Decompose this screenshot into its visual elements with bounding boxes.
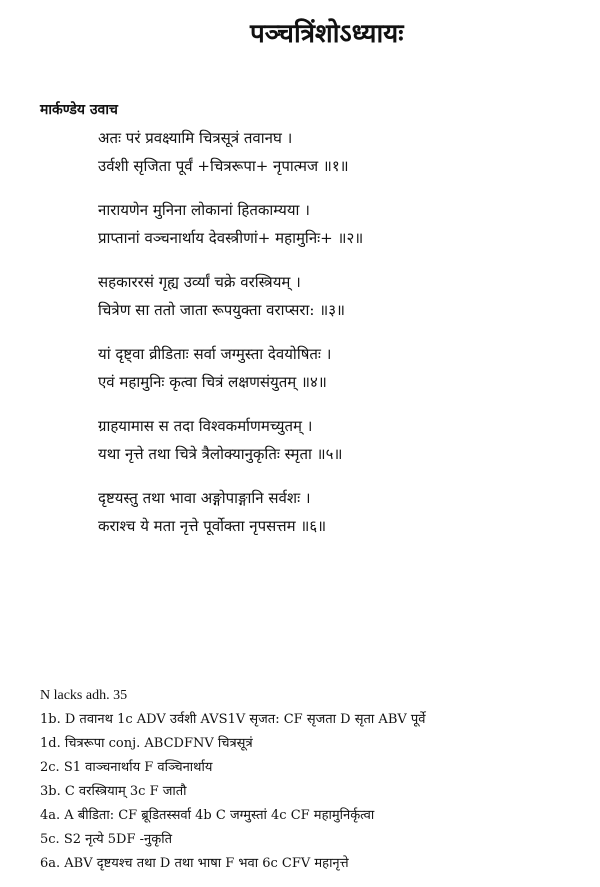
- note-line: 1d. चित्ररूपा conj. ABCDFNV चित्रसूत्रं: [40, 736, 253, 751]
- verse-2: [98, 196, 578, 252]
- verse-line: ग्राहयामास स तदा विश्वकर्माणमच्युतम् ।: [98, 417, 313, 435]
- verse-block: [98, 124, 578, 556]
- note-line: 3b. C वरस्त्रियाम् 3c F जातौ: [40, 784, 187, 799]
- verse-line: उर्वशी सृजिता पूर्वं +चित्ररूपा+ नृपात्मज ॥१॥: [98, 157, 349, 175]
- verse-line: यथा नृत्ते तथा चित्रे त्रैलोक्यानुकृतिः स्मृता ॥५॥: [98, 445, 343, 463]
- verse-5: [98, 412, 578, 468]
- verse-line: चित्रेण सा ततो जाता रूपयुक्ता वराप्सरा: ॥३॥: [98, 301, 346, 319]
- notes-heading: N lacks adh. 35: [40, 688, 128, 703]
- verse-line: कराश्च ये मता नृत्ते पूर्वोक्ता नृपसत्तम ॥६॥: [98, 517, 327, 535]
- chapter-title: पञ्चत्रिंशोऽध्यायः: [250, 19, 404, 49]
- verse-6: [98, 484, 578, 540]
- verse-4: [98, 340, 578, 396]
- verse-line: दृष्टयस्तु तथा भावा अङ्गोपाङ्गानि सर्वशः ।: [98, 489, 311, 507]
- note-line: 5c. S2 नृत्ये 5DF -नुकृति: [40, 832, 172, 847]
- verse-1: [98, 124, 578, 180]
- speaker-heading: मार्कण्डेय उवाच: [40, 102, 118, 118]
- verse-line: यां दृष्ट्वा व्रीडिताः सर्वा जग्मुस्ता देवयोषितः ।: [98, 345, 332, 363]
- note-line: 1b. D तवानथ 1c ADV उर्वशी AVS1V सृजत: CF सृजता D सृता ABV पूर्वे: [40, 712, 426, 727]
- verse-3: [98, 268, 578, 324]
- note-line: 2c. S1 वाञ्चनार्थाय F वञ्चिनार्थाय: [40, 760, 213, 775]
- note-line: 4a. A बीडिता: CF ब्रूडितस्सर्वा 4b C जग्मुस्तां 4c CF महामुनिर्कृत्वा: [40, 808, 375, 823]
- note-line: 6a. ABV दृष्टयश्च तथा D तथा भाषा F भवा 6c CFV महानृत्ते: [40, 856, 349, 871]
- verse-line: सहकाररसं गृह्य उर्व्यां चक्रे वरस्त्रियम् ।: [98, 273, 301, 291]
- verse-line: नारायणेन मुनिना लोकानां हितकाम्यया ।: [98, 201, 310, 219]
- verse-line: प्राप्तानां वञ्चनार्थाय देवस्त्रीणां+ महामुनिः+ ॥२॥: [98, 229, 364, 247]
- critical-apparatus: [40, 686, 580, 876]
- verse-line: अतः परं प्रवक्ष्यामि चित्रसूत्रं तवानघ ।: [98, 129, 293, 147]
- verse-line: एवं महामुनिः कृत्वा चित्रं लक्षणसंयुतम् ॥४॥: [98, 373, 327, 391]
